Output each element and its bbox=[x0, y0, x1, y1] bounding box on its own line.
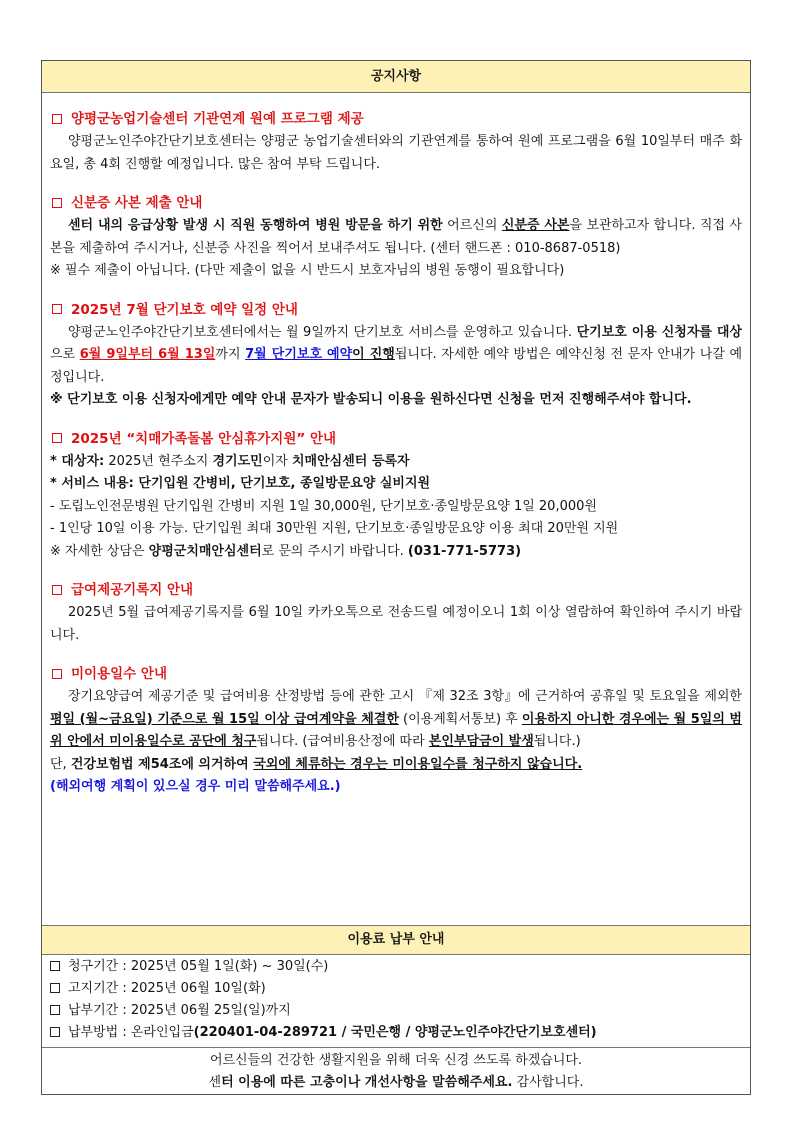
square-bullet-icon bbox=[52, 585, 62, 595]
notice-unused-days bbox=[50, 662, 742, 799]
square-bullet-icon bbox=[52, 114, 62, 124]
notice-short-term-reservation bbox=[50, 298, 742, 412]
fee-billing-period: 청구기간 : 2025년 05월 1일(화) ~ 30일(수) bbox=[48, 956, 750, 978]
section-note: ※ 필수 제출이 아닙니다. (다만 제출이 없을 시 반드시 보호자님의 병원 동행이 필요합니다) bbox=[50, 263, 565, 278]
closing-message bbox=[42, 1048, 750, 1094]
fee-header: 이용료 납부 안내 bbox=[42, 925, 750, 955]
checkbox-square-icon bbox=[50, 1027, 60, 1037]
fee-notice-period: 고지기간 : 2025년 06월 10일(화) bbox=[48, 978, 750, 1000]
section-body: 장기요양급여 제공기준 및 급여비용 산정방법 등에 관한 고시 『제 32조 3항』에 근거하여 공휴일 및 토요일을 제외한 평일 (월~금요일) 기준으로 월 15일 이상 급여계약을 체결한 (이용계획서통보) 후 이용하지 아니한 경우에는 월 5일의 범위 안에서 미이용일수로 공단에 청구됩니다. (급여비용산정에 따라 본인부담금이 발생됩니다.) bbox=[50, 689, 742, 749]
checkbox-square-icon bbox=[50, 1005, 60, 1015]
section-title: 신분증 사본 제출 안내 bbox=[50, 191, 742, 215]
support-detail-1: - 도립노인전문병원 단기입원 간병비 지원 1일 30,000원, 단기보호·종일방문요양 1일 20,000원 bbox=[50, 498, 597, 514]
notice-list bbox=[42, 93, 750, 925]
square-bullet-icon bbox=[52, 669, 62, 679]
notice-service-record bbox=[50, 578, 742, 647]
square-bullet-icon bbox=[52, 304, 62, 314]
section-body: 2025년 5월 급여제공기록지를 6월 10일 카카오톡으로 전송드릴 예정이오니 1회 이상 열람하여 확인하여 주시기 바랍니다. bbox=[50, 605, 742, 643]
notice-id-copy bbox=[50, 191, 742, 283]
notice-header: 공지사항 bbox=[42, 61, 750, 93]
notice-gardening bbox=[50, 107, 742, 176]
section-title: 미이용일수 안내 bbox=[50, 662, 742, 686]
checkbox-square-icon bbox=[50, 983, 60, 993]
section-title: 2025년 7월 단기보호 예약 일정 안내 bbox=[50, 298, 742, 322]
section-body: 센터 내의 응급상황 발생 시 직원 동행하여 병원 방문을 하기 위한 어르신의 신분증 사본을 보관하고자 합니다. 직접 사본을 제출하여 주시거나, 신분증 사진을 찍어서 보내주셔도 됩니다. (센터 핸드폰 : 010-8687-0518) bbox=[50, 218, 742, 256]
square-bullet-icon bbox=[52, 433, 62, 443]
fee-list bbox=[42, 955, 750, 1048]
target-line: * 대상자: 2025년 현주소지 경기도민이자 치매안심센터 등록자 bbox=[50, 453, 410, 469]
section-title: 2025년 “치매가족돌봄 안심휴가지원” 안내 bbox=[50, 427, 742, 451]
section-title: 급여제공기록지 안내 bbox=[50, 578, 742, 602]
closing-line-2: 센터 이용에 따른 고충이나 개선사항을 말씀해주세요. 감사합니다. bbox=[208, 1075, 584, 1090]
section-note: ※ 단기보호 이용 신청자에게만 예약 안내 문자가 발송되니 이용을 원하신다면 신청을 먼저 진행해주셔야 합니다. bbox=[50, 392, 692, 407]
checkbox-square-icon bbox=[50, 961, 60, 971]
notice-frame bbox=[41, 60, 751, 1095]
closing-line-1: 어르신들의 건강한 생활지원을 위해 더욱 신경 쓰도록 하겠습니다. bbox=[209, 1053, 583, 1068]
fee-payment-method: 납부방법 : 온라인입금(220401-04-289721 / 국민은행 / 양평군노인주야간단기보호센터) bbox=[48, 1022, 750, 1044]
fee-payment-period: 납부기간 : 2025년 06월 25일(일)까지 bbox=[48, 1000, 750, 1022]
section-body: 양평군노인주야간단기보호센터에서는 월 9일까지 단기보호 서비스를 운영하고 있습니다. 단기보호 이용 신청자를 대상으로 6월 9일부터 6월 13일까지 7월 단기보호 예약이 진행됩니다. 자세한 예약 방법은 예약신청 전 문자 안내가 나갈 예정입니다. bbox=[50, 324, 743, 385]
service-line: * 서비스 내용: 단기입원 간병비, 단기보호, 종일방문요양 실비지원 bbox=[50, 476, 431, 491]
square-bullet-icon bbox=[52, 198, 62, 208]
notice-dementia-respite bbox=[50, 427, 742, 564]
section-note: ※ 자세한 상담은 양평군치매안심센터로 문의 주시기 바랍니다. (031-771-5773) bbox=[50, 543, 522, 559]
overseas-note: (해외여행 계획이 있으실 경우 미리 말씀해주세요.) bbox=[50, 779, 341, 794]
support-detail-2: - 1인당 10일 이용 가능. 단기입원 최대 30만원 지원, 단기보호·종일방문요양 이용 최대 20만원 지원 bbox=[50, 521, 619, 536]
section-body: 양평군노인주야간단기보호센터는 양평군 농업기술센터와의 기관연계를 통하여 원예 프로그램을 6월 10일부터 매주 화요일, 총 4회 진행할 예정입니다. 많은 참여 부탁 드립니다. bbox=[50, 134, 742, 172]
overseas-rule: 단, 건강보험법 제54조에 의거하여 국외에 체류하는 경우는 미이용일수를 청구하지 않습니다. bbox=[50, 756, 583, 772]
section-title: 양평군농업기술센터 기관연계 원예 프로그램 제공 bbox=[50, 107, 742, 131]
